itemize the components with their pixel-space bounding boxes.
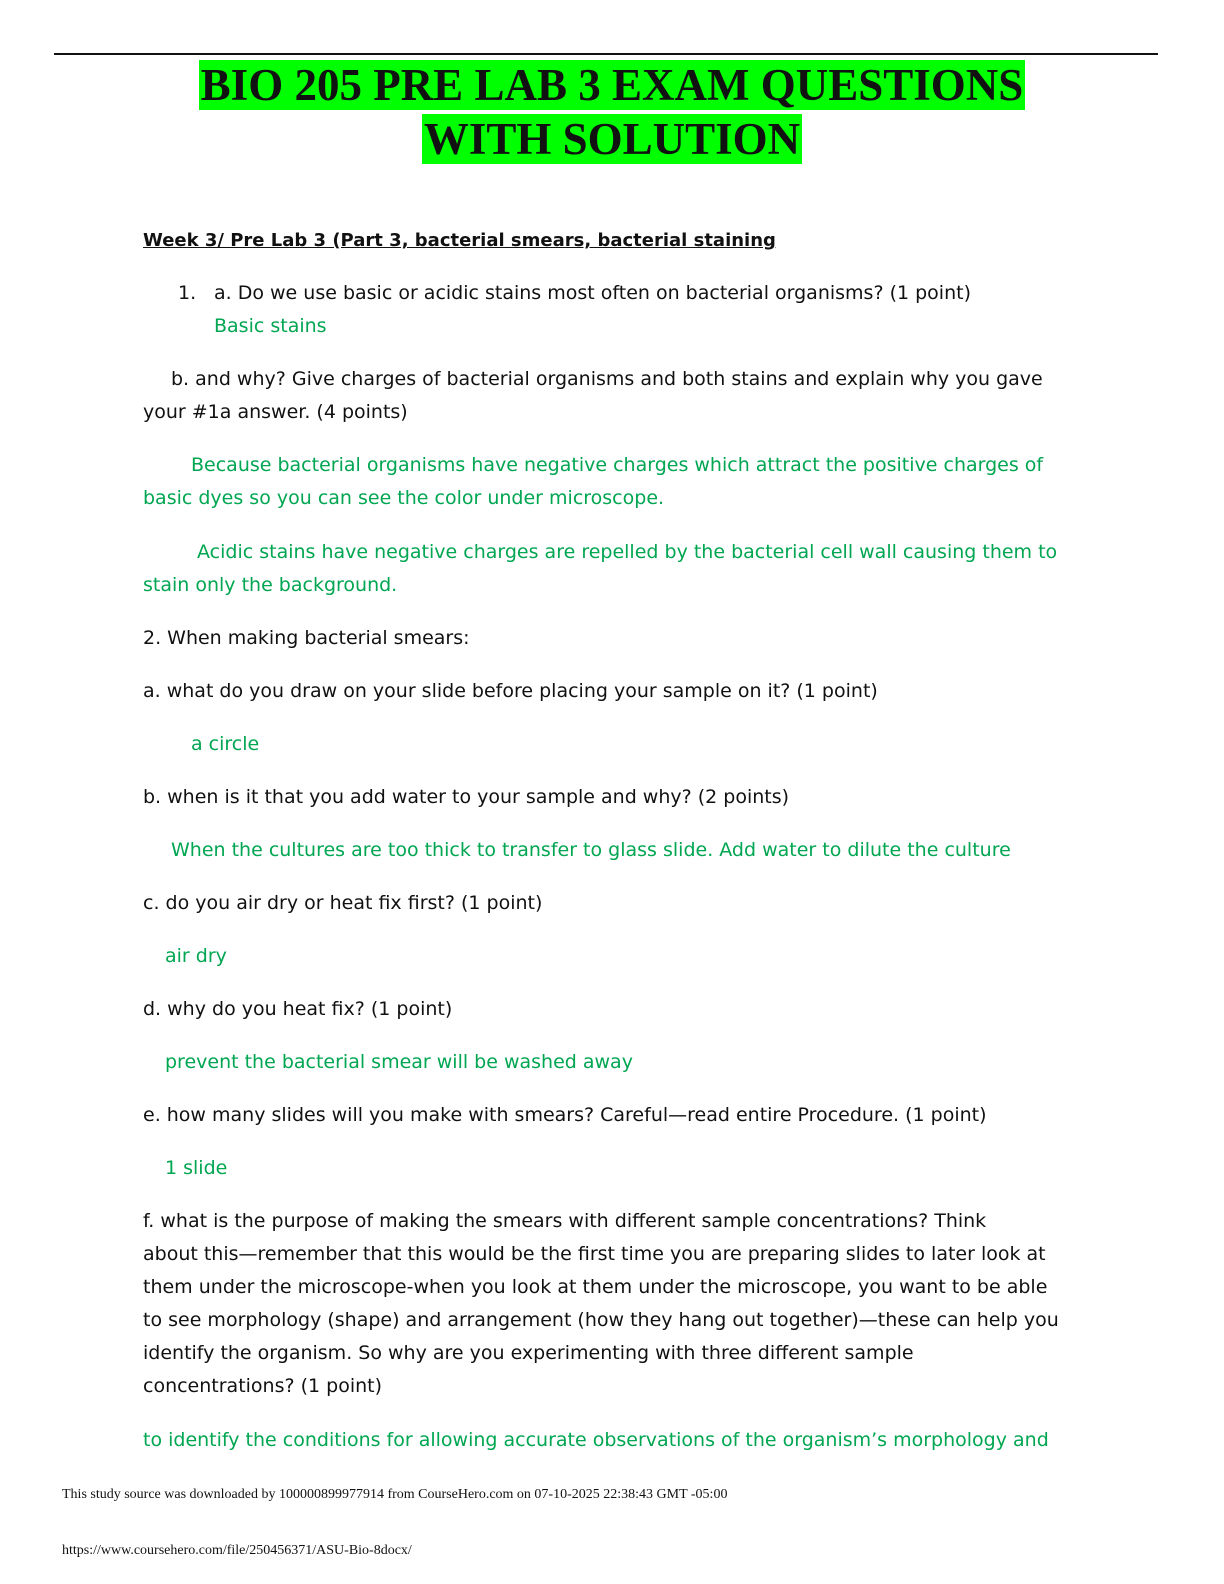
question-2b: b. when is it that you add water to your sample and why? (2 points)	[143, 786, 790, 808]
question-2c: c. do you air dry or heat fix first? (1 point)	[143, 892, 543, 914]
answer-1b-para-2-line-1: Acidic stains have negative charges are repelled by the bacterial cell wall causing them to	[197, 541, 1058, 563]
answer-1b-para-1-line-1: Because bacterial organisms have negative charges which attract the positive charges of	[191, 454, 1044, 476]
answer-2d: prevent the bacterial smear will be washed away	[165, 1051, 633, 1073]
answer-2a: a circle	[191, 733, 260, 755]
source-url[interactable]: https://www.coursehero.com/file/250456371/ASU-Bio-8docx/	[62, 1543, 412, 1558]
question-2a: a. what do you draw on your slide before placing your sample on it? (1 point)	[143, 680, 878, 702]
title-line-1: BIO 205 PRE LAB 3 EXAM QUESTIONS	[200, 60, 1024, 110]
answer-2b: When the cultures are too thick to transfer to glass slide. Add water to dilute the culture	[171, 839, 1011, 861]
question-2f-line-3: them under the microscope-when you look at them under the microscope, you want to be able	[143, 1276, 1048, 1298]
question-2f-line-2: about this—remember that this would be the first time you are preparing slides to later look at	[143, 1243, 1046, 1265]
question-2f-line-5: identify the organism. So why are you experimenting with three different sample	[143, 1342, 914, 1364]
answer-2f: to identify the conditions for allowing accurate observations of the organism’s morphology and	[143, 1429, 1049, 1451]
answer-2c: air dry	[165, 945, 227, 967]
question-2e: e. how many slides will you make with smears? Careful—read entire Procedure. (1 point)	[143, 1104, 987, 1126]
question-2-intro: 2. When making bacterial smears:	[143, 627, 470, 649]
answer-1a: Basic stains	[214, 315, 327, 337]
answer-2e: 1 slide	[165, 1157, 228, 1179]
download-note: This study source was downloaded by 100000899977914 from CourseHero.com on 07-10-2025 22:38:43 GMT -05:00	[62, 1487, 728, 1502]
answer-1b-para-1-line-2: basic dyes so you can see the color under microscope.	[143, 487, 665, 509]
top-divider	[54, 53, 1158, 55]
title-line-2: WITH SOLUTION	[423, 114, 801, 164]
question-1b-line-2: your #1a answer. (4 points)	[143, 401, 408, 423]
question-2f-line-4: to see morphology (shape) and arrangement (how they hang out together)—these can help you	[143, 1309, 1059, 1331]
section-heading: Week 3/ Pre Lab 3 (Part 3, bacterial smears, bacterial staining	[143, 230, 776, 251]
document-title	[0, 58, 1224, 166]
question-1a: a. Do we use basic or acidic stains most often on bacterial organisms? (1 point)	[214, 282, 971, 304]
question-2d: d. why do you heat fix? (1 point)	[143, 998, 453, 1020]
question-1b-line-1: b. and why? Give charges of bacterial organisms and both stains and explain why you gave	[171, 368, 1043, 390]
question-2f-line-6: concentrations? (1 point)	[143, 1375, 383, 1397]
question-1-number: 1.	[178, 282, 197, 304]
answer-1b-para-2-line-2: stain only the background.	[143, 574, 398, 596]
question-2f-line-1: f. what is the purpose of making the smears with different sample concentrations? Think	[143, 1210, 987, 1232]
